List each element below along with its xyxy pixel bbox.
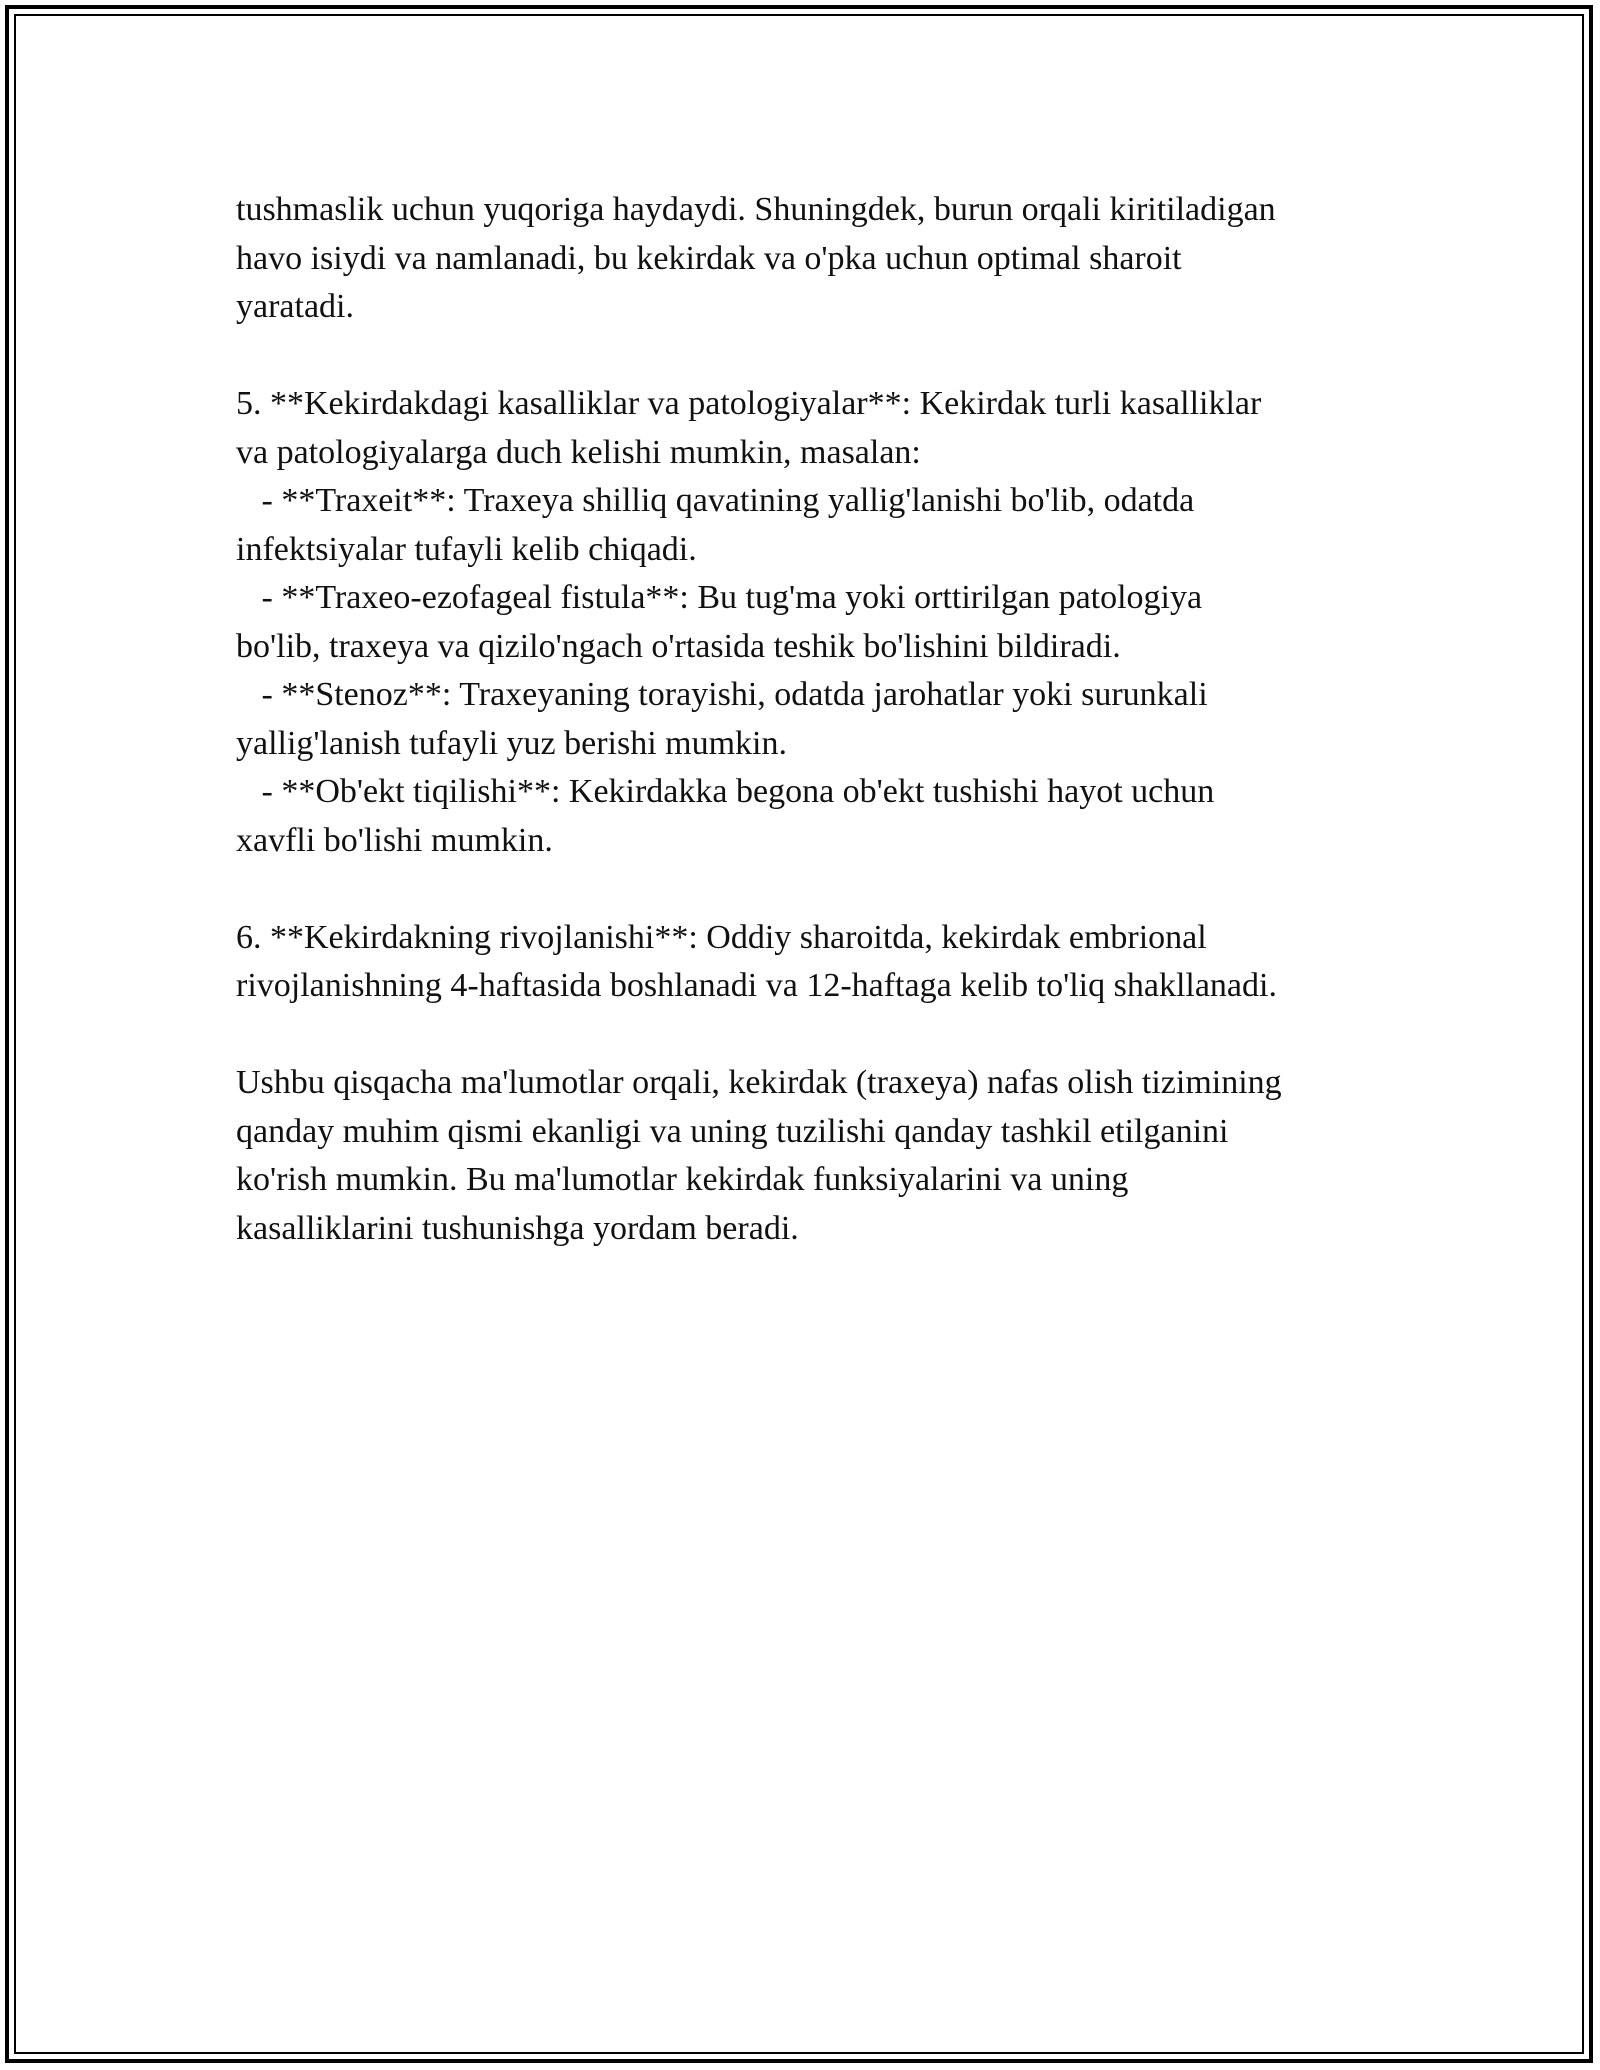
text-line: xavfli bo'lishi mumkin. bbox=[236, 821, 553, 859]
list-item-obekt: - **Ob'ekt tiqilishi**: Kekirdakka begona ob'ekt tushishi hayot uchun bbox=[236, 773, 1215, 810]
text-line: bo'lib, traxeya va qizilo'ngach o'rtasida teshik bo'lishini bildiradi. bbox=[236, 627, 1121, 665]
text-line: qanday muhim qismi ekanligi va uning tuzilishi qanday tashkil etilganini bbox=[236, 1112, 1229, 1150]
text-line: tushmaslik uchun yuqoriga haydaydi. Shuningdek, burun orqali kiritiladigan bbox=[236, 191, 1276, 228]
list-item-fistula: - **Traxeo-ezofageal fistula**: Bu tug'ma yoki orttirilgan patologiya bbox=[236, 579, 1203, 616]
section-5-heading-line: 5. **Kekirdakdagi kasalliklar va patologiyalar**: Kekirdak turli kasalliklar bbox=[236, 385, 1262, 422]
list-item-traxeit: - **Traxeit**: Traxeya shilliq qavatining yallig'lanishi bo'lib, odatda bbox=[236, 482, 1195, 519]
text-line: ko'rish mumkin. Bu ma'lumotlar kekirdak funksiyalarini va uning bbox=[236, 1161, 1129, 1198]
paragraph-gap bbox=[236, 1011, 1416, 1060]
text-line: va patologiyalarga duch kelishi mumkin, masalan: bbox=[236, 433, 921, 471]
text-line: havo isiydi va namlanadi, bu kekirdak va o'pka uchun optimal sharoit bbox=[236, 239, 1182, 277]
summary-line: Ushbu qisqacha ma'lumotlar orqali, kekirdak (traxeya) nafas olish tizimining bbox=[236, 1064, 1282, 1101]
paragraph-gap bbox=[236, 332, 1416, 381]
text-line: yaratadi. bbox=[236, 288, 354, 325]
list-item-stenoz: - **Stenoz**: Traxeyaning torayishi, odatda jarohatlar yoki surunkali bbox=[236, 676, 1208, 713]
text-line: yallig'lanish tufayli yuz berishi mumkin. bbox=[236, 724, 787, 762]
paragraph-gap bbox=[236, 865, 1416, 914]
document-body bbox=[236, 186, 1416, 1253]
text-line: infektsiyalar tufayli kelib chiqadi. bbox=[236, 530, 697, 568]
text-line: rivojlanishning 4-haftasida boshlanadi va 12-haftaga kelib to'liq shakllanadi. bbox=[236, 967, 1277, 1004]
section-6-heading-line: 6. **Kekirdakning rivojlanishi**: Oddiy sharoitda, kekirdak embrional bbox=[236, 918, 1207, 956]
text-line: kasalliklarini tushunishga yordam beradi. bbox=[236, 1209, 799, 1247]
